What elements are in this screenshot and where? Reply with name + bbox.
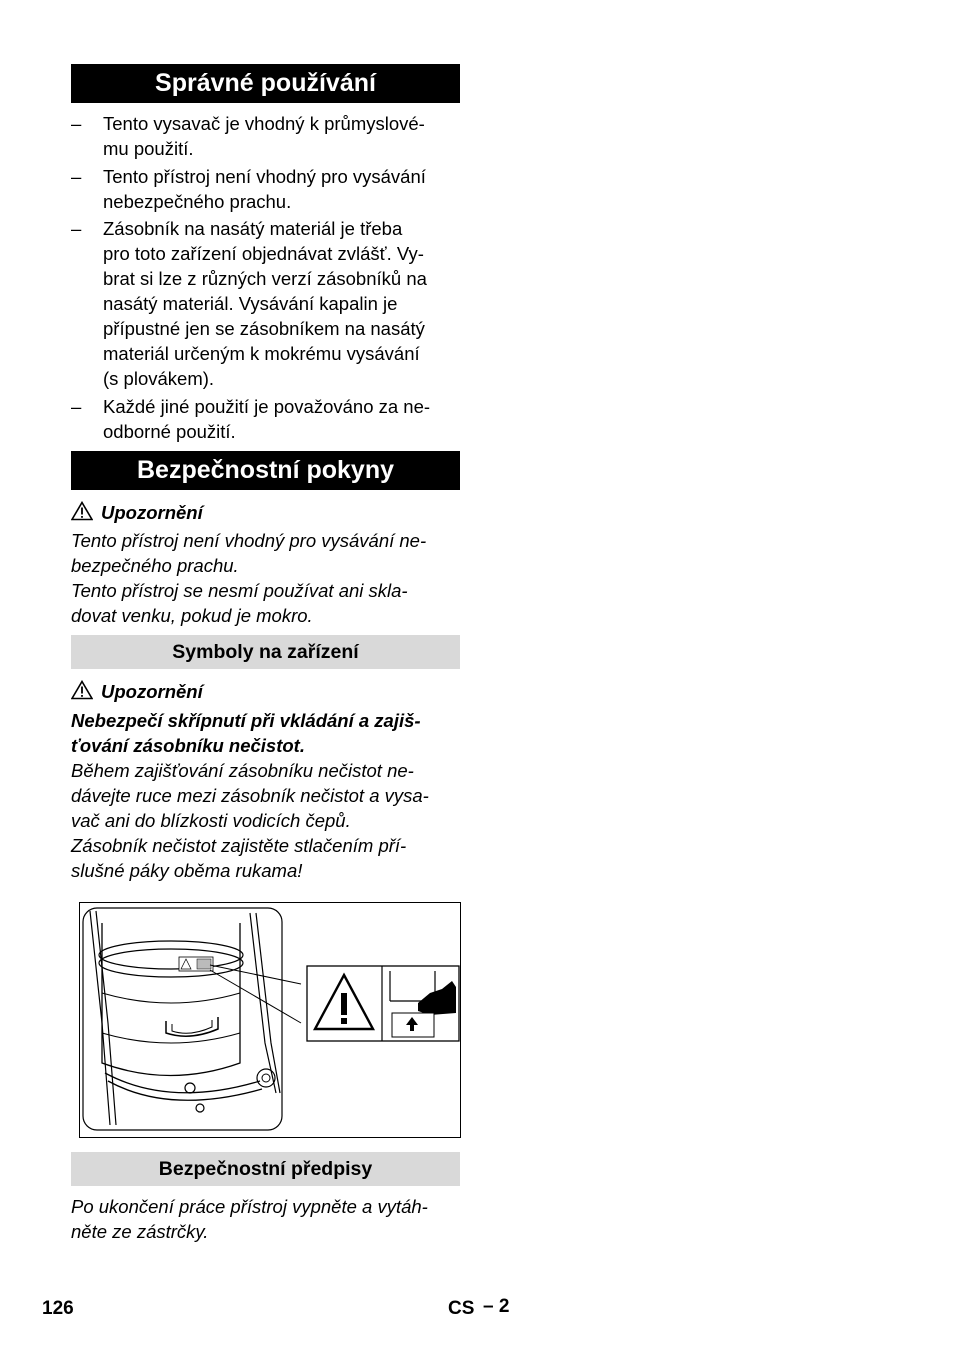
list-item-line: Každé jiné použití je považováno za ne- (103, 395, 431, 417)
warning-triangle-icon (71, 501, 93, 521)
list-item: – Zásobník na nasátý materiál je třeba pro toto zařízení objednávat zvlášť. Vy- brat si lze z různých verzí zásobníků na nasátý materiál. Vysávání kapalin je přípustné jen se zásobníkem na nasátý materiál určeným k mokrému vysávání (s plovákem). (71, 218, 427, 389)
list-item-line: Tento přístroj není vhodný pro vysávání (103, 165, 426, 187)
pinch-hazard-warning: Nebezpečí skřípnutí při vkládání a zajiš- ťování zásobníku nečistot. (71, 710, 421, 756)
list-item-line: Tento vysavač je vhodný k průmyslové- (103, 113, 425, 134)
language-code: CS (448, 1298, 475, 1319)
warning-label: Upozornění (101, 502, 203, 523)
warning-heading (71, 679, 203, 704)
warning-text: Tento přístroj není vhodný pro vysávání ne- bezpečného prachu. Tento přístroj se nesmí používat ani skla- dovat venku, pokud je mokro. (71, 530, 427, 626)
list-item-line: pro toto zařízení objednávat zvlášť. Vy- (103, 243, 424, 264)
pinch-hazard-text: Během zajišťování zásobníku nečistot ne- dávejte ruce mezi zásobník nečistot a vysa- vač ani do blízkosti vodicích čepů. Zásobník nečistot zajistěte stlačením pří- slušné páky oběma rukama! (71, 760, 429, 881)
warning-label: Upozornění (101, 681, 203, 702)
list-item: – Tento vysavač je vhodný k průmyslové- mu použití. (71, 113, 425, 159)
subheading-device-symbols: Symboly na zařízení (71, 635, 460, 669)
list-item-line: přípustné jen se zásobníkem na nasátý (103, 318, 425, 339)
list-item: – Tento přístroj není vhodný pro vysávání nebezpečného prachu. (71, 165, 426, 212)
list-item-line: mu použití. (103, 138, 194, 159)
list-item-line: brat si lze z různých verzí zásobníků na (103, 268, 427, 289)
list-item-line: nasátý materiál. Vysávání kapalin je (103, 293, 398, 314)
warning-triangle-icon (71, 680, 93, 700)
list-item-line: Zásobník na nasátý materiál je třeba (103, 218, 403, 239)
section-heading-proper-use: Správné používání (71, 64, 460, 103)
section-page-number: – 2 (483, 1296, 510, 1317)
safety-regulation-text: Po ukončení práce přístroj vypněte a vytáh- něte ze zástrčky. (71, 1196, 428, 1242)
list-item-line: odborné použití. (103, 420, 236, 442)
page-number: 126 (42, 1298, 74, 1319)
proper-use-list (71, 111, 460, 446)
section-heading-safety-instructions: Bezpečnostní pokyny (71, 451, 460, 490)
list-item-line: (s plovákem). (103, 368, 215, 389)
list-item: – Každé jiné použití je považováno za ne- odborné použití. (71, 395, 431, 442)
vacuum-container-illustration (79, 902, 461, 1138)
list-item-line: nebezpečného prachu. (103, 190, 292, 212)
vacuum-drawing (80, 903, 460, 1137)
subheading-safety-regulations: Bezpečnostní předpisy (71, 1152, 460, 1186)
list-item-line: materiál určeným k mokrému vysávání (103, 343, 420, 364)
warning-heading (71, 500, 203, 525)
